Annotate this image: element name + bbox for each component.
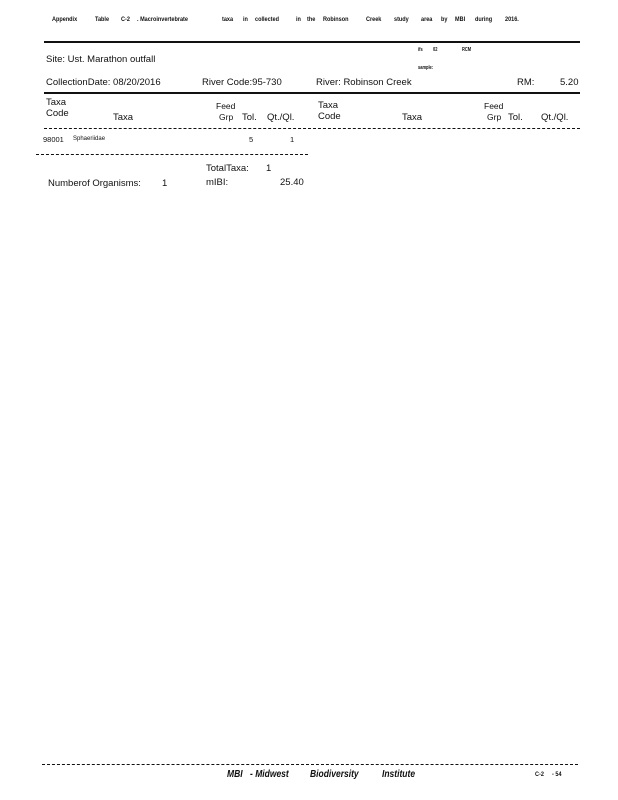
caption-word: area [421, 16, 433, 23]
footer-word: Biodiversity [310, 769, 359, 780]
caption-word: Appendix [52, 16, 78, 23]
caption-word: study [394, 16, 409, 23]
total-taxa-label: TotalTaxa: [206, 163, 249, 174]
caption-word: in [296, 16, 301, 23]
col-qtql: Qt./Ql. [541, 112, 569, 123]
rm-label: RM: [517, 77, 535, 88]
caption-word: in [243, 16, 248, 23]
rcm-label: RCM [462, 47, 472, 53]
col-qtql: Qt./Ql. [267, 112, 295, 123]
caption-word: C-2 [121, 16, 130, 23]
sample-label: sample: [418, 65, 434, 71]
mibi-label: mIBI: [206, 177, 229, 188]
header-rule [44, 92, 580, 94]
river-code: River Code:95-730 [202, 77, 282, 88]
page-number-right: - 54 [552, 771, 562, 778]
col-feed: Feed [484, 101, 504, 111]
col-taxa-code-2: Code [318, 111, 341, 122]
top-rule [44, 41, 580, 43]
row-taxa: Sphaeriidae [73, 136, 106, 142]
col-feed: Feed [216, 101, 236, 111]
rm-value: 5.20 [560, 77, 579, 88]
total-taxa-value: 1 [266, 163, 272, 174]
footer-dash-rule [42, 764, 578, 765]
caption-word: 2016. [505, 16, 519, 23]
caption-word: Table [95, 16, 110, 23]
caption-word: MBI [455, 16, 466, 23]
caption-word: during [475, 16, 493, 23]
caption-word: the [307, 16, 316, 23]
header-dash-rule [44, 128, 580, 129]
col-taxa: Taxa [113, 112, 134, 123]
col-taxa-code-1: Taxa [318, 100, 339, 111]
row-tol: 5 [249, 135, 254, 144]
organisms-value: 1 [162, 178, 168, 189]
col-tol: Tol. [508, 112, 523, 123]
col-tol: Tol. [242, 112, 257, 123]
caption-word: Robinson [323, 16, 349, 23]
river-name: River: Robinson Creek [316, 77, 412, 88]
caption-word: taxa [222, 16, 234, 23]
row-qtql: 1 [290, 135, 295, 144]
ids-value: 02 [433, 47, 438, 53]
caption-word: . Macroinvertebrate [137, 16, 188, 23]
mibi-value: 25.40 [280, 177, 304, 188]
data-dash-rule [36, 154, 308, 155]
col-taxa-code-1: Taxa [46, 97, 67, 108]
page-number-left: C-2 [535, 771, 544, 778]
col-grp: Grp [219, 112, 234, 122]
caption-word: by [441, 16, 448, 23]
collection-date: CollectionDate: 08/20/2016 [46, 77, 161, 88]
col-taxa: Taxa [402, 112, 423, 123]
row-code: 98001 [43, 135, 64, 144]
footer-word: MBI [227, 769, 243, 780]
col-grp: Grp [487, 112, 502, 122]
site-name: Site: Ust. Marathon outfall [46, 54, 156, 65]
ids-label: ifs [418, 47, 423, 53]
caption-word: collected [255, 16, 279, 23]
footer-word: - Midwest [250, 769, 289, 780]
footer-word: Institute [382, 769, 416, 780]
organisms-label: Numberof Organisms: [48, 178, 141, 189]
caption-word: Creek [366, 16, 382, 23]
col-taxa-code-2: Code [46, 108, 69, 119]
